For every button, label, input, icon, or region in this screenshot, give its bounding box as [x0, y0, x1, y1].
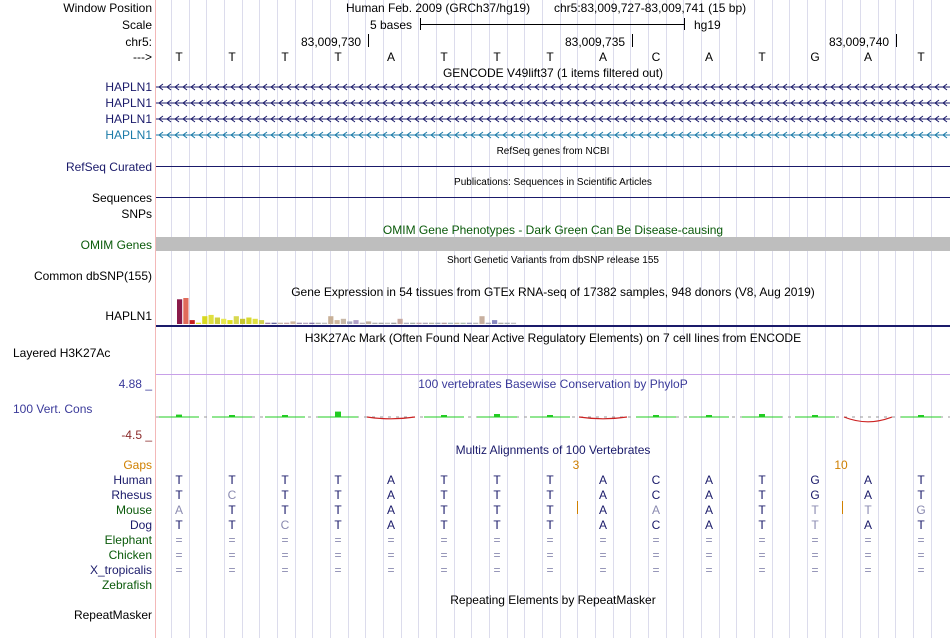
gtex-tissue-bar[interactable] — [309, 323, 314, 324]
scale-bar-right-tick — [684, 18, 685, 30]
gtex-tissue-bar[interactable] — [379, 323, 384, 324]
aligned-base: T — [281, 488, 289, 502]
gtex-tissue-bar[interactable] — [372, 323, 377, 324]
aligned-base: = — [917, 533, 925, 547]
track-label-column — [0, 0, 156, 638]
h3k27ac-line — [156, 374, 950, 375]
aligned-base: = — [175, 548, 183, 562]
dbsnp-title: Short Genetic Variants from dbSNP release 155 — [447, 255, 659, 266]
gtex-tissue-bar[interactable] — [391, 323, 396, 324]
aligned-base: = — [705, 548, 713, 562]
aligned-base: = — [599, 533, 607, 547]
gap-count: 3 — [572, 458, 580, 472]
phylop-chart[interactable] — [156, 395, 950, 439]
gene-label-hapln1-3[interactable]: HAPLN1 — [105, 112, 152, 126]
aligned-base: T — [281, 503, 289, 517]
gtex-tissue-bar[interactable] — [360, 323, 365, 324]
aligned-base: = — [864, 548, 872, 562]
aligned-base: T — [175, 518, 183, 532]
track-area[interactable] — [156, 0, 950, 638]
gtex-tissue-bar[interactable] — [272, 323, 277, 324]
aligned-base: T — [546, 503, 554, 517]
aligned-base: = — [546, 548, 554, 562]
gtex-tissue-bar[interactable] — [511, 323, 516, 324]
aligned-base: T — [281, 473, 289, 487]
gtex-tissue-bar[interactable] — [341, 319, 346, 324]
gtex-tissue-bar[interactable] — [416, 323, 421, 324]
aligned-base: C — [227, 488, 237, 502]
gtex-tissue-bar[interactable] — [284, 323, 289, 324]
dna-base: A — [598, 50, 607, 64]
dna-base: C — [651, 50, 661, 64]
aligned-base: = — [599, 548, 607, 562]
gtex-tissue-bar[interactable] — [353, 320, 358, 324]
aligned-base: = — [228, 533, 236, 547]
aligned-base: = — [811, 533, 819, 547]
gtex-tissue-bar[interactable] — [278, 323, 283, 324]
aligned-base: = — [228, 548, 236, 562]
gtex-tissue-bar[interactable] — [385, 323, 390, 324]
gtex-tissue-bar[interactable] — [190, 320, 195, 324]
gtex-tissue-bar[interactable] — [297, 323, 302, 324]
dna-base: T — [228, 50, 236, 64]
aligned-base: C — [651, 518, 661, 532]
aligned-base: = — [546, 533, 554, 547]
phylop-score-bar — [335, 412, 341, 417]
gtex-tissue-bar[interactable] — [498, 323, 503, 324]
aligned-base: = — [758, 548, 766, 562]
dna-base: A — [863, 50, 872, 64]
gtex-tissue-bar[interactable] — [202, 316, 207, 324]
gtex-tissue-bar[interactable] — [448, 323, 453, 324]
scale-bar-left-tick — [420, 18, 421, 30]
aligned-base: T — [811, 503, 819, 517]
aligned-base: A — [598, 518, 607, 532]
aligned-base: C — [651, 473, 661, 487]
dna-base: T — [281, 50, 289, 64]
gtex-tissue-bar[interactable] — [486, 323, 491, 324]
gtex-tissue-bar[interactable] — [461, 323, 466, 324]
gtex-tissue-bar[interactable] — [183, 298, 188, 324]
gtex-tissue-bar[interactable] — [240, 319, 245, 324]
aligned-base: = — [440, 533, 448, 547]
gene-model-hapln1[interactable] — [156, 82, 950, 92]
aligned-base: T — [334, 518, 342, 532]
dna-base: G — [810, 50, 820, 64]
species-label[interactable]: Rhesus — [111, 488, 152, 502]
aligned-base: T — [175, 488, 183, 502]
gtex-tissue-bar[interactable] — [410, 323, 415, 324]
gtex-tissue-bar[interactable] — [259, 320, 264, 324]
aligned-base: T — [864, 503, 872, 517]
aligned-base: A — [598, 488, 607, 502]
aligned-base: A — [386, 473, 395, 487]
gene-model-hapln1[interactable] — [156, 98, 950, 108]
gtex-label[interactable]: HAPLN1 — [105, 309, 152, 323]
phylop-title: 100 vertebrates Basewise Conservation by PhyloP — [418, 377, 688, 391]
gap-count: 10 — [834, 458, 848, 472]
aligned-base: = — [493, 533, 501, 547]
omim-title: OMIM Gene Phenotypes - Dark Green Can Be Disease-causing — [382, 223, 724, 237]
species-label[interactable]: Mouse — [115, 503, 152, 517]
gtex-baseline — [156, 325, 950, 327]
coord-label-2: 83,009,735 — [565, 35, 626, 49]
refseq-label[interactable]: RefSeq Curated — [65, 160, 152, 174]
aligned-base: G — [916, 503, 926, 517]
aligned-base: T — [175, 473, 183, 487]
coord-tick-1 — [368, 34, 369, 47]
aligned-base: T — [228, 503, 236, 517]
aligned-base: T — [493, 518, 501, 532]
aligned-base: T — [811, 518, 819, 532]
phylop-score-bar — [844, 417, 892, 422]
gtex-tissue-bar[interactable] — [316, 323, 321, 324]
scale-bar — [420, 24, 684, 25]
aligned-base: = — [917, 563, 925, 577]
gtex-tissue-bar[interactable] — [435, 323, 440, 324]
aligned-base: A — [704, 518, 713, 532]
gtex-tissue-bar[interactable] — [227, 320, 232, 324]
aligned-base: A — [863, 518, 872, 532]
aligned-base: T — [758, 473, 766, 487]
aligned-base: T — [493, 488, 501, 502]
phylop-min-label: -4.5 _ — [121, 428, 152, 442]
aligned-base: = — [811, 563, 819, 577]
aligned-base: T — [440, 473, 448, 487]
aligned-base: = — [546, 563, 554, 577]
aligned-base: T — [228, 518, 236, 532]
phylop-label[interactable]: 100 Vert. Cons — [13, 402, 93, 416]
aligned-base: A — [863, 473, 872, 487]
aligned-base: A — [704, 503, 713, 517]
species-label[interactable]: Dog — [129, 518, 152, 532]
aligned-base: = — [493, 563, 501, 577]
gtex-tissue-bar[interactable] — [492, 320, 497, 324]
aligned-base: T — [917, 518, 925, 532]
aligned-base: = — [281, 548, 289, 562]
gtex-tissue-bar[interactable] — [423, 323, 428, 324]
dna-base: T — [334, 50, 342, 64]
gtex-tissue-bar[interactable] — [215, 318, 220, 325]
aligned-base: = — [387, 533, 395, 547]
phylop-max-label: 4.88 _ — [118, 377, 152, 391]
aligned-base: T — [440, 518, 448, 532]
dna-base: A — [386, 50, 395, 64]
aligned-base: T — [546, 518, 554, 532]
aligned-base: T — [440, 488, 448, 502]
gene-label-hapln1-1[interactable]: HAPLN1 — [105, 80, 152, 94]
aligned-base: = — [175, 533, 183, 547]
aligned-base: = — [334, 533, 342, 547]
species-label[interactable]: Zebrafish — [101, 578, 152, 592]
gtex-tissue-bar[interactable] — [454, 323, 459, 324]
aligned-base: = — [652, 563, 660, 577]
aligned-base: T — [758, 518, 766, 532]
species-label[interactable]: Chicken — [108, 548, 152, 562]
window-position-label: Window Position — [63, 1, 152, 15]
aligned-base: C — [280, 518, 290, 532]
aligned-base: = — [758, 533, 766, 547]
gtex-tissue-bar[interactable] — [467, 323, 472, 324]
aligned-base: = — [864, 563, 872, 577]
aligned-base: G — [810, 473, 820, 487]
dna-base: T — [917, 50, 925, 64]
gtex-tissue-bar[interactable] — [246, 318, 251, 325]
aligned-base: A — [598, 503, 607, 517]
aligned-base: = — [758, 563, 766, 577]
dna-base: T — [493, 50, 501, 64]
sequences-label[interactable]: Sequences — [91, 191, 152, 205]
aligned-base: T — [917, 473, 925, 487]
aligned-base: = — [652, 533, 660, 547]
gtex-tissue-bar[interactable] — [196, 323, 201, 324]
aligned-base: = — [387, 548, 395, 562]
gtex-title: Gene Expression in 54 tissues from GTEx RNA-seq of 17382 samples, 948 donors (V8, Aug 2019) — [291, 285, 815, 299]
aligned-base: = — [387, 563, 395, 577]
coord-tick-3 — [896, 34, 897, 47]
scale-label: Scale — [121, 18, 152, 32]
aligned-base: = — [334, 548, 342, 562]
aligned-base: = — [281, 563, 289, 577]
gtex-tissue-bar[interactable] — [177, 299, 182, 324]
gtex-tissue-bar[interactable] — [234, 316, 239, 324]
aligned-base: = — [705, 563, 713, 577]
gtex-tissue-bar[interactable] — [335, 320, 340, 324]
dbsnp-label[interactable]: Common dbSNP(155) — [33, 269, 152, 283]
species-label[interactable]: X_tropicalis — [89, 563, 152, 577]
aligned-base: T — [440, 503, 448, 517]
gtex-bar-chart[interactable] — [156, 298, 950, 330]
gtex-tissue-bar[interactable] — [404, 323, 409, 324]
aligned-base: T — [334, 503, 342, 517]
omim-bar[interactable] — [156, 237, 950, 251]
multiz-title: Multiz Alignments of 100 Vertebrates — [455, 443, 651, 457]
position-text: chr5:83,009,727-83,009,741 (15 bp) — [554, 1, 747, 15]
dna-base: T — [175, 50, 183, 64]
chrom-label: chr5: — [125, 35, 152, 49]
aligned-base: = — [705, 533, 713, 547]
gtex-tissue-bar[interactable] — [473, 323, 478, 324]
aligned-base: = — [652, 548, 660, 562]
gene-label-hapln1-4[interactable]: HAPLN1 — [105, 128, 152, 142]
gene-label-hapln1-2[interactable]: HAPLN1 — [105, 96, 152, 110]
gtex-tissue-bar[interactable] — [347, 321, 352, 324]
aligned-base: = — [334, 563, 342, 577]
insertion-marker — [842, 501, 843, 514]
aligned-base: A — [651, 503, 660, 517]
gtex-tissue-bar[interactable] — [366, 321, 371, 324]
gtex-tissue-bar[interactable] — [209, 315, 214, 324]
gtex-tissue-bar[interactable] — [290, 321, 295, 324]
assembly-text: Human Feb. 2009 (GRCh37/hg19) — [346, 1, 531, 15]
aligned-base: G — [810, 488, 820, 502]
aligned-base: = — [864, 533, 872, 547]
repeatmasker-label[interactable]: RepeatMasker — [73, 608, 152, 622]
aligned-base: T — [758, 503, 766, 517]
gtex-tissue-bar[interactable] — [322, 323, 327, 324]
aligned-base: A — [174, 503, 183, 517]
dna-base: T — [758, 50, 766, 64]
gtex-tissue-bar[interactable] — [505, 323, 510, 324]
aligned-base: = — [440, 548, 448, 562]
aligned-base: = — [493, 548, 501, 562]
aligned-base: = — [811, 548, 819, 562]
gencode-title: GENCODE V49lift37 (1 items filtered out) — [442, 66, 664, 80]
snps-label[interactable]: SNPs — [121, 207, 152, 221]
gtex-tissue-bar[interactable] — [265, 323, 270, 324]
aligned-base: = — [175, 563, 183, 577]
gtex-tissue-bar[interactable] — [398, 319, 403, 324]
dna-base: A — [704, 50, 713, 64]
aligned-base: A — [598, 473, 607, 487]
aligned-base: A — [386, 488, 395, 502]
aligned-base: T — [546, 473, 554, 487]
refseq-line — [156, 166, 950, 167]
species-label[interactable]: Human — [113, 473, 152, 487]
publications-line — [156, 197, 950, 198]
repeatmasker-title: Repeating Elements by RepeatMasker — [450, 593, 656, 607]
aligned-base: T — [917, 488, 925, 502]
insertion-marker — [577, 501, 578, 514]
coord-tick-2 — [632, 34, 633, 47]
aligned-base: A — [704, 473, 713, 487]
aligned-base: T — [546, 488, 554, 502]
aligned-base: = — [228, 563, 236, 577]
coord-label-1: 83,009,730 — [301, 35, 362, 49]
gtex-tissue-bar[interactable] — [303, 323, 308, 324]
dna-base: T — [546, 50, 554, 64]
coord-label-3: 83,009,740 — [829, 35, 890, 49]
aligned-base: T — [334, 473, 342, 487]
gtex-tissue-bar[interactable] — [221, 319, 226, 324]
aligned-base: T — [334, 488, 342, 502]
gtex-tissue-bar[interactable] — [442, 323, 447, 324]
aligned-base: = — [599, 563, 607, 577]
refseq-title: RefSeq genes from NCBI — [496, 146, 610, 157]
gene-model-hapln1[interactable] — [156, 130, 950, 140]
gtex-tissue-bar[interactable] — [479, 316, 484, 324]
aligned-base: A — [863, 488, 872, 502]
h3k27ac-title: H3K27Ac Mark (Often Found Near Active Regulatory Elements) on 7 cell lines from ENCODE — [304, 331, 802, 345]
gene-model-hapln1[interactable] — [156, 114, 950, 124]
aligned-base: C — [651, 488, 661, 502]
aligned-base: = — [440, 563, 448, 577]
gtex-tissue-bar[interactable] — [253, 319, 258, 324]
aligned-base: A — [386, 503, 395, 517]
aligned-base: A — [386, 518, 395, 532]
h3k27ac-label[interactable]: Layered H3K27Ac — [13, 346, 111, 360]
species-label[interactable]: Elephant — [104, 533, 152, 547]
omim-label[interactable]: OMIM Genes — [80, 238, 152, 252]
aligned-base: = — [917, 548, 925, 562]
aligned-base: A — [704, 488, 713, 502]
aligned-base: = — [281, 533, 289, 547]
publications-title: Publications: Sequences in Scientific Articles — [454, 177, 652, 188]
dna-base: T — [440, 50, 448, 64]
gaps-label: Gaps — [123, 458, 152, 472]
db-text: hg19 — [694, 18, 721, 32]
aligned-base: T — [493, 503, 501, 517]
phylop-score-bar — [579, 417, 627, 419]
scale-text: 5 bases — [370, 18, 413, 32]
aligned-base: T — [758, 488, 766, 502]
strand-label: ---> — [133, 50, 152, 64]
gtex-tissue-bar[interactable] — [328, 316, 333, 324]
gtex-tissue-bar[interactable] — [429, 323, 434, 324]
aligned-base: T — [228, 473, 236, 487]
aligned-base: T — [493, 473, 501, 487]
